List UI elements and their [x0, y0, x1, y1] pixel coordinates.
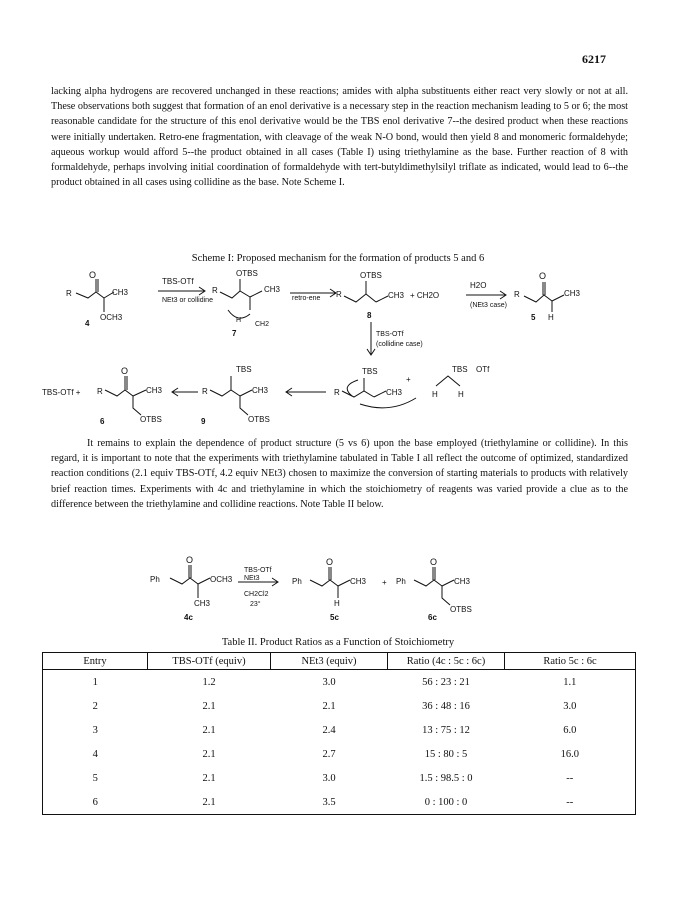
table-row	[43, 718, 636, 742]
cell-tbs-otf: 2.1	[148, 790, 271, 815]
svg-text:TBS-OTf: TBS-OTf	[162, 277, 194, 286]
table-row	[43, 670, 636, 695]
svg-text:TBS-OTf: TBS-OTf	[376, 331, 404, 338]
svg-text:CH3: CH3	[264, 285, 281, 294]
svg-text:O: O	[186, 555, 194, 565]
svg-text:OTBS: OTBS	[236, 269, 258, 278]
cell-net3: 2.1	[322, 700, 336, 712]
cell-tbs-otf: 2.1	[202, 724, 216, 736]
svg-text:(NEt3 case): (NEt3 case)	[470, 302, 507, 309]
svg-text:H: H	[236, 317, 242, 324]
cell-ratio-5c-6c: 3.0	[563, 700, 577, 712]
cell-ratio-5c-6c: 16.0	[560, 748, 579, 760]
svg-text:OCH3: OCH3	[100, 313, 123, 322]
table-row	[43, 790, 636, 815]
svg-text:OTBS: OTBS	[360, 271, 382, 280]
svg-text:9: 9	[201, 417, 206, 426]
cell-ratio-all: 1.5 : 98.5 : 0	[419, 772, 473, 784]
cell-ratio-5c-6c: 6.0	[563, 724, 577, 736]
body-paragraph-1: lacking alpha hydrogens are recovered unchanged in these reactions; amides with alpha substituents either react very slowly or not at all. These observations both suggest that formation of an enol derivative is a necessary step in the reaction mechanism leading to 5 or 6; the most reasonable candidate for the structure of this enol derivative would be the TBS enol derivative 7--the desired product when these reactions were initially undertaken. Retro-ene fragmentation, with cleavage of the weak N-O bond, would then yield 8 and monomeric formaldehyde; aqueous workup would afford 5--the product obtained in all cases (Table I) using triethylamine as the base. Further reaction of 8 with formaldehyde, perhaps involving initial coordination of formaldehyde with tert-butyldimethylsilyl triflate as indicated, would lead to 6--the product obtained in all cases using collidine as the base. Note Scheme I.	[51, 86, 628, 189]
svg-text:Ph: Ph	[292, 577, 302, 586]
scheme-1-title: Scheme I: Proposed mechanism for the formation of products 5 and 6	[191, 253, 485, 264]
col-header-ratio-all: Ratio (4c : 5c : 6c)	[388, 653, 505, 670]
cell-entry: 5	[92, 772, 98, 784]
svg-text:H2O: H2O	[470, 281, 487, 290]
svg-text:O: O	[89, 270, 97, 280]
svg-text:4: 4	[85, 319, 90, 328]
cell-ratio-all: 15 : 80 : 5	[424, 748, 468, 760]
svg-text:NEt3: NEt3	[244, 575, 260, 582]
cell-entry: 4	[92, 748, 98, 760]
cell-ratio-all: 36 : 48 : 16	[422, 700, 470, 712]
svg-text:O: O	[539, 271, 547, 281]
svg-text:OTBS: OTBS	[140, 415, 162, 424]
svg-text:TBS: TBS	[452, 365, 468, 374]
svg-text:TBS-OTf: TBS-OTf	[244, 567, 272, 574]
svg-text:R: R	[336, 290, 342, 299]
table-2-title: Table II. Product Ratios as a Function of Stoichiometry	[221, 637, 455, 648]
cell-ratio-5c-6c: --	[566, 772, 574, 784]
svg-text:TBS-OTf +: TBS-OTf +	[42, 388, 81, 397]
cell-net3: 2.4	[322, 724, 336, 736]
svg-text:5c: 5c	[330, 613, 339, 622]
cell-entry: 2	[92, 700, 98, 712]
page-number: 6217	[582, 52, 606, 66]
svg-text:H: H	[548, 313, 554, 322]
col-header-entry: Entry	[43, 653, 148, 670]
cell-entry: 6	[43, 790, 148, 815]
svg-text:OTBS: OTBS	[450, 605, 472, 614]
svg-text:NEt3 or collidine: NEt3 or collidine	[162, 297, 213, 304]
table-header-row	[43, 653, 636, 670]
col-header-ratio-5c-6c: Ratio 5c : 6c	[505, 653, 636, 670]
svg-text:(collidine case): (collidine case)	[376, 341, 423, 348]
col-header-net3: NEt3 (equiv)	[271, 653, 388, 670]
cell-ratio-5c-6c: --	[505, 790, 636, 815]
svg-text:+: +	[382, 578, 387, 587]
svg-text:OTBS: OTBS	[248, 415, 270, 424]
svg-text:Ph: Ph	[150, 575, 160, 584]
svg-text:6: 6	[100, 417, 105, 426]
svg-text:CH3: CH3	[388, 291, 405, 300]
svg-text:O: O	[326, 557, 334, 567]
svg-text:5: 5	[531, 313, 536, 322]
svg-text:23°: 23°	[250, 601, 261, 608]
svg-text:8: 8	[367, 311, 372, 320]
svg-text:CH3: CH3	[146, 386, 163, 395]
cell-tbs-otf: 2.1	[202, 748, 216, 760]
svg-text:7: 7	[232, 329, 237, 338]
svg-text:R: R	[202, 387, 208, 396]
svg-text:H: H	[432, 390, 438, 399]
svg-text:+ CH2O: + CH2O	[410, 291, 440, 300]
table-2	[42, 652, 636, 815]
svg-text:Ph: Ph	[396, 577, 406, 586]
svg-text:+: +	[406, 375, 411, 384]
table-row	[43, 694, 636, 718]
svg-text:4c: 4c	[184, 613, 193, 622]
col-header-tbs-otf: TBS-OTf (equiv)	[148, 653, 271, 670]
cell-tbs-otf: 2.1	[202, 700, 216, 712]
cell-net3: 2.7	[322, 748, 336, 760]
table-row	[43, 742, 636, 766]
svg-text:CH3: CH3	[454, 577, 471, 586]
svg-text:O: O	[121, 366, 129, 376]
svg-text:CH3: CH3	[350, 577, 367, 586]
svg-text:O: O	[430, 557, 438, 567]
svg-text:R: R	[334, 388, 340, 397]
cell-net3: 3.5	[271, 790, 388, 815]
svg-text:6c: 6c	[428, 613, 437, 622]
svg-text:CH2Cl2: CH2Cl2	[244, 591, 269, 598]
svg-text:OCH3: OCH3	[210, 575, 233, 584]
svg-text:H: H	[334, 599, 340, 608]
svg-text:R: R	[97, 387, 103, 396]
svg-text:R: R	[514, 290, 520, 299]
svg-text:R: R	[66, 289, 72, 298]
cell-tbs-otf: 1.2	[202, 676, 216, 688]
svg-text:TBS: TBS	[236, 365, 252, 374]
svg-text:H: H	[458, 390, 464, 399]
body-paragraph-2: It remains to explain the dependence of product structure (5 vs 6) upon the base employed (triethylamine or collidine). In this regard, it is important to note that the experiments with triethylamine tabulated in Table I all reflect the outcome of optimized, standardized reaction conditions (2.1 equiv TBS-OTf, 4.2 equiv NEt3) chosen to maximize the conversion of starting materials to products with relatively brief reaction times. Experiments with 4c and triethylamine in which the stoichiometry of reagents was varied provide a clue as to the difference between the triethylamine and collidine reactions. Note Table II below.	[51, 438, 628, 510]
svg-text:TBS: TBS	[362, 367, 378, 376]
cell-ratio-5c-6c: 1.1	[563, 676, 577, 688]
table-row	[43, 766, 636, 790]
svg-text:OTf: OTf	[476, 365, 490, 374]
svg-text:CH3: CH3	[564, 289, 581, 298]
cell-net3: 3.0	[322, 772, 336, 784]
svg-text:CH3: CH3	[194, 599, 211, 608]
cell-ratio-all: 13 : 75 : 12	[422, 724, 470, 736]
svg-text:retro-ene: retro-ene	[292, 295, 321, 302]
cell-net3: 3.0	[322, 676, 336, 688]
cell-entry: 1	[92, 676, 98, 688]
cell-ratio-all: 56 : 23 : 21	[422, 676, 470, 688]
svg-text:CH3: CH3	[252, 386, 269, 395]
svg-text:CH2: CH2	[255, 321, 270, 328]
cell-entry: 3	[92, 724, 98, 736]
cell-tbs-otf: 2.1	[202, 772, 216, 784]
svg-text:CH3: CH3	[386, 388, 403, 397]
svg-text:CH3: CH3	[112, 288, 129, 297]
cell-ratio-all: 0 : 100 : 0	[388, 790, 505, 815]
svg-text:R: R	[212, 286, 218, 295]
